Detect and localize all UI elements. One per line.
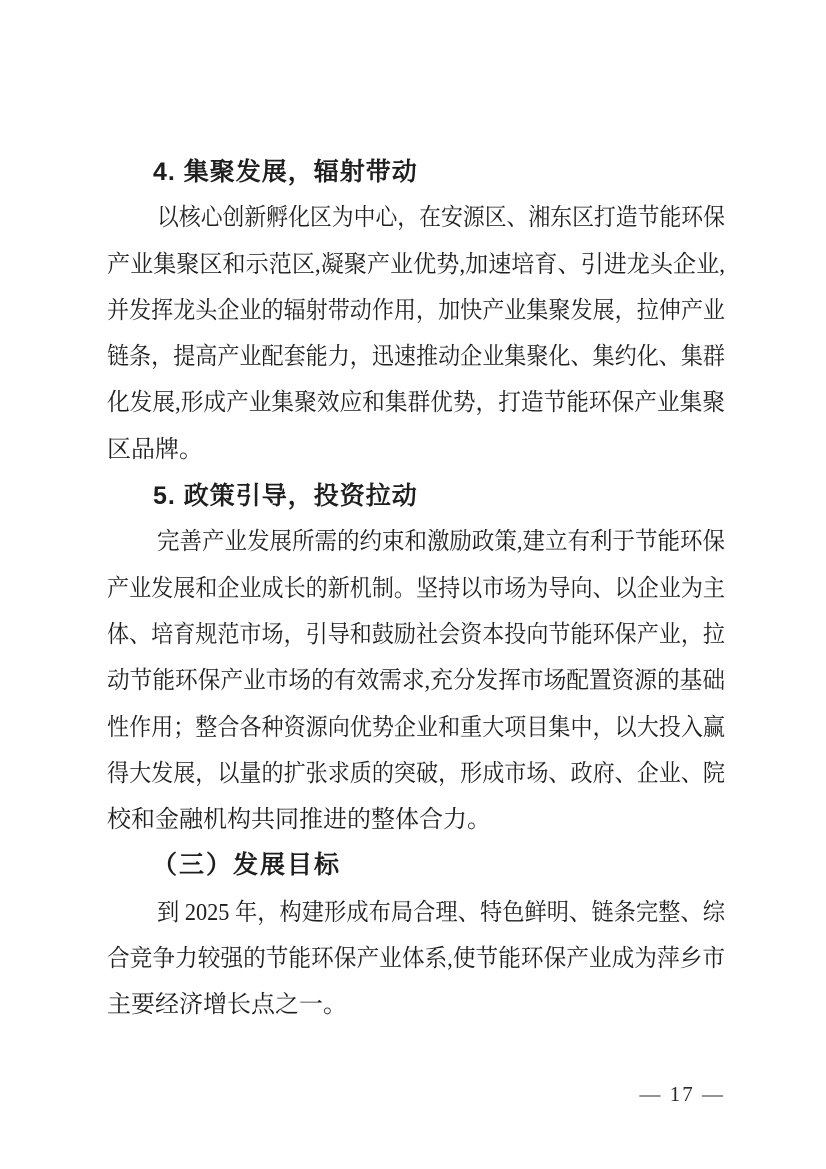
text-line: 区品牌。: [107, 436, 203, 463]
text-line: 合竞争力较强的节能环保产业体系,使节能环保产业成为萍乡市: [107, 946, 725, 973]
text-line: 产业发展和企业成长的新机制。坚持以市场为导向、以企业为主: [107, 575, 725, 602]
text-line: 主要经济增长点之一。: [107, 992, 347, 1019]
text-line: 动节能环保产业市场的有效需求,充分发挥市场配置资源的基础: [107, 668, 725, 695]
text-line: 产业集聚区和示范区,凝聚产业优势,加速培育、引进龙头企业,: [107, 251, 725, 278]
document-content: [107, 149, 725, 1029]
text-line: 到 2025 年，构建形成布局合理、特色鲜明、链条完整、综: [157, 899, 725, 926]
section-heading-5: 5. 政策引导，投资拉动: [153, 482, 418, 511]
text-line: 性作用；整合各种资源向优势企业和重大项目集中，以大投入赢: [107, 714, 725, 741]
text-line: 校和金融机构共同推进的整体合力。: [107, 807, 491, 834]
text-line: 并发挥龙头企业的辐射带动作用，加快产业集聚发展，拉伸产业: [107, 297, 725, 324]
text-line: 得大发展，以量的扩张求质的突破，形成市场、政府、企业、院: [107, 760, 725, 787]
text-line: 链条，提高产业配套能力，迅速推动企业集聚化、集约化、集群: [107, 344, 725, 371]
text-line: 完善产业发展所需的约束和激励政策,建立有利于节能环保: [157, 529, 725, 556]
text-line: 以核心创新孵化区为中心，在安源区、湘东区打造节能环保: [157, 205, 725, 232]
section-heading-goals: （三）发展目标: [152, 852, 342, 880]
text-line: 化发展,形成产业集聚效应和集群优势，打造节能环保产业集聚: [107, 390, 725, 417]
page-number: — 17 —: [639, 1082, 725, 1106]
text-line: 体、培育规范市场，引导和鼓励社会资本投向节能环保产业，拉: [107, 621, 725, 648]
section-heading-4: 4. 集聚发展，辐射带动: [153, 158, 418, 186]
